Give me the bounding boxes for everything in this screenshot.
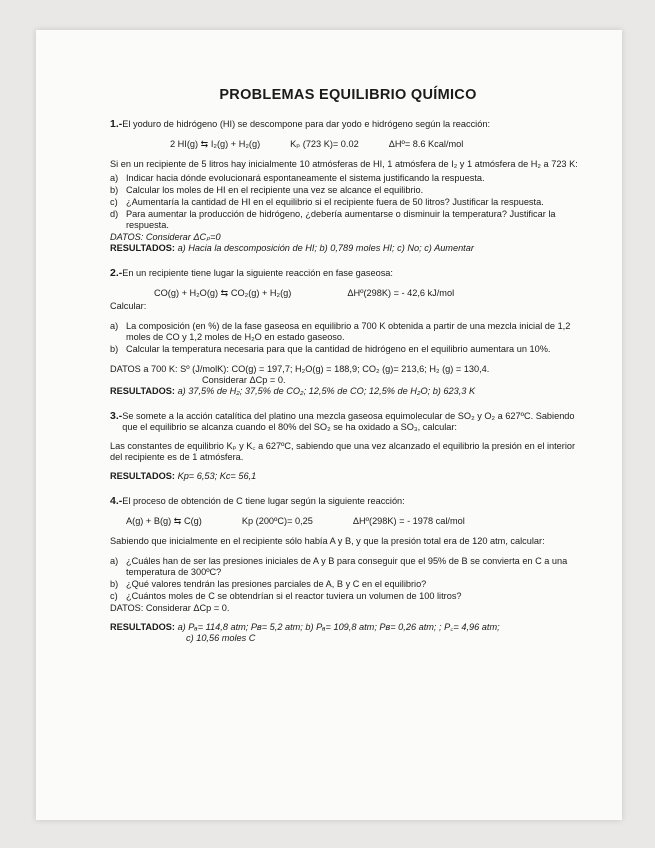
question-list xyxy=(110,321,586,355)
problem-intro: El proceso de obtención de C tiene lugar según la siguiente reacción: xyxy=(122,496,405,506)
problem-intro: Se somete a la acción catalítica del platino una mezcla gaseosa equimolecular de SO₂ y O₂ a 627ºC. Sabiendo que el equilibrio se alcanza cuando el 80% del SO₂ se ha oxidado a SO₃, calcular: xyxy=(122,411,575,432)
item-text: Calcular la temperatura necesaria para que la cantidad de hidrógeno en el equilibrio aumentara un 10%. xyxy=(126,344,551,354)
problem-4-statement xyxy=(110,496,586,507)
enthalpy: ΔHº(298K) = - 42,6 kJ/mol xyxy=(347,288,455,298)
equation: 2 HI(g) ⇆ I₂(g) + H₂(g) xyxy=(170,139,261,149)
list-item xyxy=(110,197,586,208)
item-label: b) xyxy=(110,185,119,195)
item-text: ¿Aumentaría la cantidad de HI en el equilibrio si el recipiente fuera de 50 litros? Justificar la respuesta. xyxy=(126,197,544,207)
results-text: a) Pₐ= 114,8 atm; Pʙ= 5,2 atm; b) Pₐ= 109,8 atm; Pʙ= 0,26 atm; ; P꜀= 4,96 atm; xyxy=(177,622,500,632)
question-list xyxy=(110,556,586,602)
problem-text: Las constantes de equilibrio Kₚ y K꜀ a 627ºC, sabiendo que una vez alcanzado el equilibrio la presión en el interior del recipiente es de 1 atmósfera. xyxy=(110,441,576,462)
data-note: DATOS: Considerar ΔCₚ=0 xyxy=(110,232,221,242)
results-text: a) Hacia la descomposición de HI; b) 0,789 moles HI; c) No; c) Aumentar xyxy=(177,243,474,253)
list-item xyxy=(110,173,586,184)
problem-3-statement xyxy=(110,411,586,433)
list-item xyxy=(110,185,586,196)
item-label: d) xyxy=(110,209,119,219)
item-label: c) xyxy=(110,197,118,207)
item-label: a) xyxy=(110,556,119,566)
results-label: RESULTADOS: xyxy=(110,622,175,632)
results-label: RESULTADOS: xyxy=(110,243,175,253)
results-text: Kp= 6,53; Kc= 56,1 xyxy=(177,471,257,481)
calculate-label: Calcular: xyxy=(110,301,147,311)
item-text: ¿Cuáles han de ser las presiones iniciales de A y B para conseguir que el 95% de B se convierta en C a una temperatura de 300ºC? xyxy=(126,556,568,577)
data-note: DATOS a 700 K: Sº (J/molK): CO(g) = 197,7; H₂O(g) = 188,9; CO₂ (g)= 213,6; H₂ (g) = 130,4. xyxy=(110,364,490,374)
problem-intro: En un recipiente tiene lugar la siguiente reacción en fase gaseosa: xyxy=(122,268,393,278)
item-text: ¿Qué valores tendrán las presiones parciales de A, B y C en el equilibrio? xyxy=(126,579,427,589)
results xyxy=(110,622,586,633)
item-label: b) xyxy=(110,579,119,589)
problem-2-statement xyxy=(110,268,586,279)
problem-setup: Sabiendo que inicialmente en el recipiente sólo había A y B, y que la presión total era de 120 atm, calcular: xyxy=(110,536,545,546)
item-label: b) xyxy=(110,344,119,354)
list-item xyxy=(110,321,586,343)
equilibrium-constant: Kₚ (723 K)= 0.02 xyxy=(290,139,359,149)
problem-number: 4.- xyxy=(110,495,123,507)
reaction-equation xyxy=(110,288,586,299)
results-text-2: c) 10,56 moles C xyxy=(186,633,256,643)
question-list xyxy=(110,173,586,231)
problem-3 xyxy=(110,411,586,482)
problem-1 xyxy=(110,119,586,254)
list-item xyxy=(110,591,586,602)
enthalpy: ΔHº(298K) = - 1978 cal/mol xyxy=(352,516,465,526)
results xyxy=(110,243,586,254)
item-text: La composición (en %) de la fase gaseosa en equilibrio a 700 K obtenida a partir de una mezcla inicial de 1,2 moles de CO y 1,2 moles de H₂O en estado gaseoso. xyxy=(126,321,571,342)
enthalpy: ΔHº= 8.6 Kcal/mol xyxy=(388,139,464,149)
problem-number: 3.- xyxy=(110,410,123,422)
problem-number: 2.- xyxy=(110,267,123,279)
reaction-equation xyxy=(110,516,586,527)
problem-2 xyxy=(110,268,586,397)
equation: A(g) + B(g) ⇆ C(g) xyxy=(126,516,202,526)
problem-4 xyxy=(110,496,586,644)
list-item xyxy=(110,209,586,231)
data-note-2: Considerar ΔCp = 0. xyxy=(202,375,286,385)
item-label: a) xyxy=(110,321,119,331)
problem-1-statement xyxy=(110,119,586,130)
reaction-equation xyxy=(110,139,586,150)
list-item xyxy=(110,344,586,355)
problem-intro: El yoduro de hidrógeno (HI) se descompone para dar yodo e hidrógeno según la reacción: xyxy=(122,119,490,129)
results-label: RESULTADOS: xyxy=(110,386,175,396)
document-content xyxy=(110,87,586,658)
equilibrium-constant: Kp (200ºC)= 0,25 xyxy=(241,516,313,526)
item-text: Calcular los moles de HI en el recipiente una vez se alcance el equilibrio. xyxy=(126,185,424,195)
item-label: c) xyxy=(110,591,118,601)
page-title: PROBLEMAS EQUILIBRIO QUÍMICO xyxy=(219,87,477,103)
item-text: Indicar hacia dónde evolucionará espontaneamente el sistema justificando la respuesta. xyxy=(126,173,485,183)
results-label: RESULTADOS: xyxy=(110,471,175,481)
item-label: a) xyxy=(110,173,119,183)
results-text: a) 37,5% de H₂; 37,5% de CO₂; 12,5% de CO; 12,5% de H₂O; b) 623,3 K xyxy=(177,386,476,396)
document-page xyxy=(36,30,622,820)
equation: CO(g) + H₂O(g) ⇆ CO₂(g) + H₂(g) xyxy=(154,288,292,298)
results xyxy=(110,386,586,397)
results xyxy=(110,471,586,482)
problem-setup: Si en un recipiente de 5 litros hay inicialmente 10 atmósferas de HI, 1 atmósfera de I₂ y 1 atmósfera de H₂ a 723 K: xyxy=(110,159,578,169)
problem-number: 1.- xyxy=(110,118,123,130)
list-item xyxy=(110,579,586,590)
data-note: DATOS: Considerar ΔCp = 0. xyxy=(110,603,230,613)
list-item xyxy=(110,556,586,578)
item-text: Para aumentar la producción de hidrógeno, ¿debería aumentarse o disminuir la temperatura? Justificar la respuesta. xyxy=(126,209,556,230)
item-text: ¿Cuántos moles de C se obtendrían si el reactor tuviera un volumen de 100 litros? xyxy=(126,591,462,601)
